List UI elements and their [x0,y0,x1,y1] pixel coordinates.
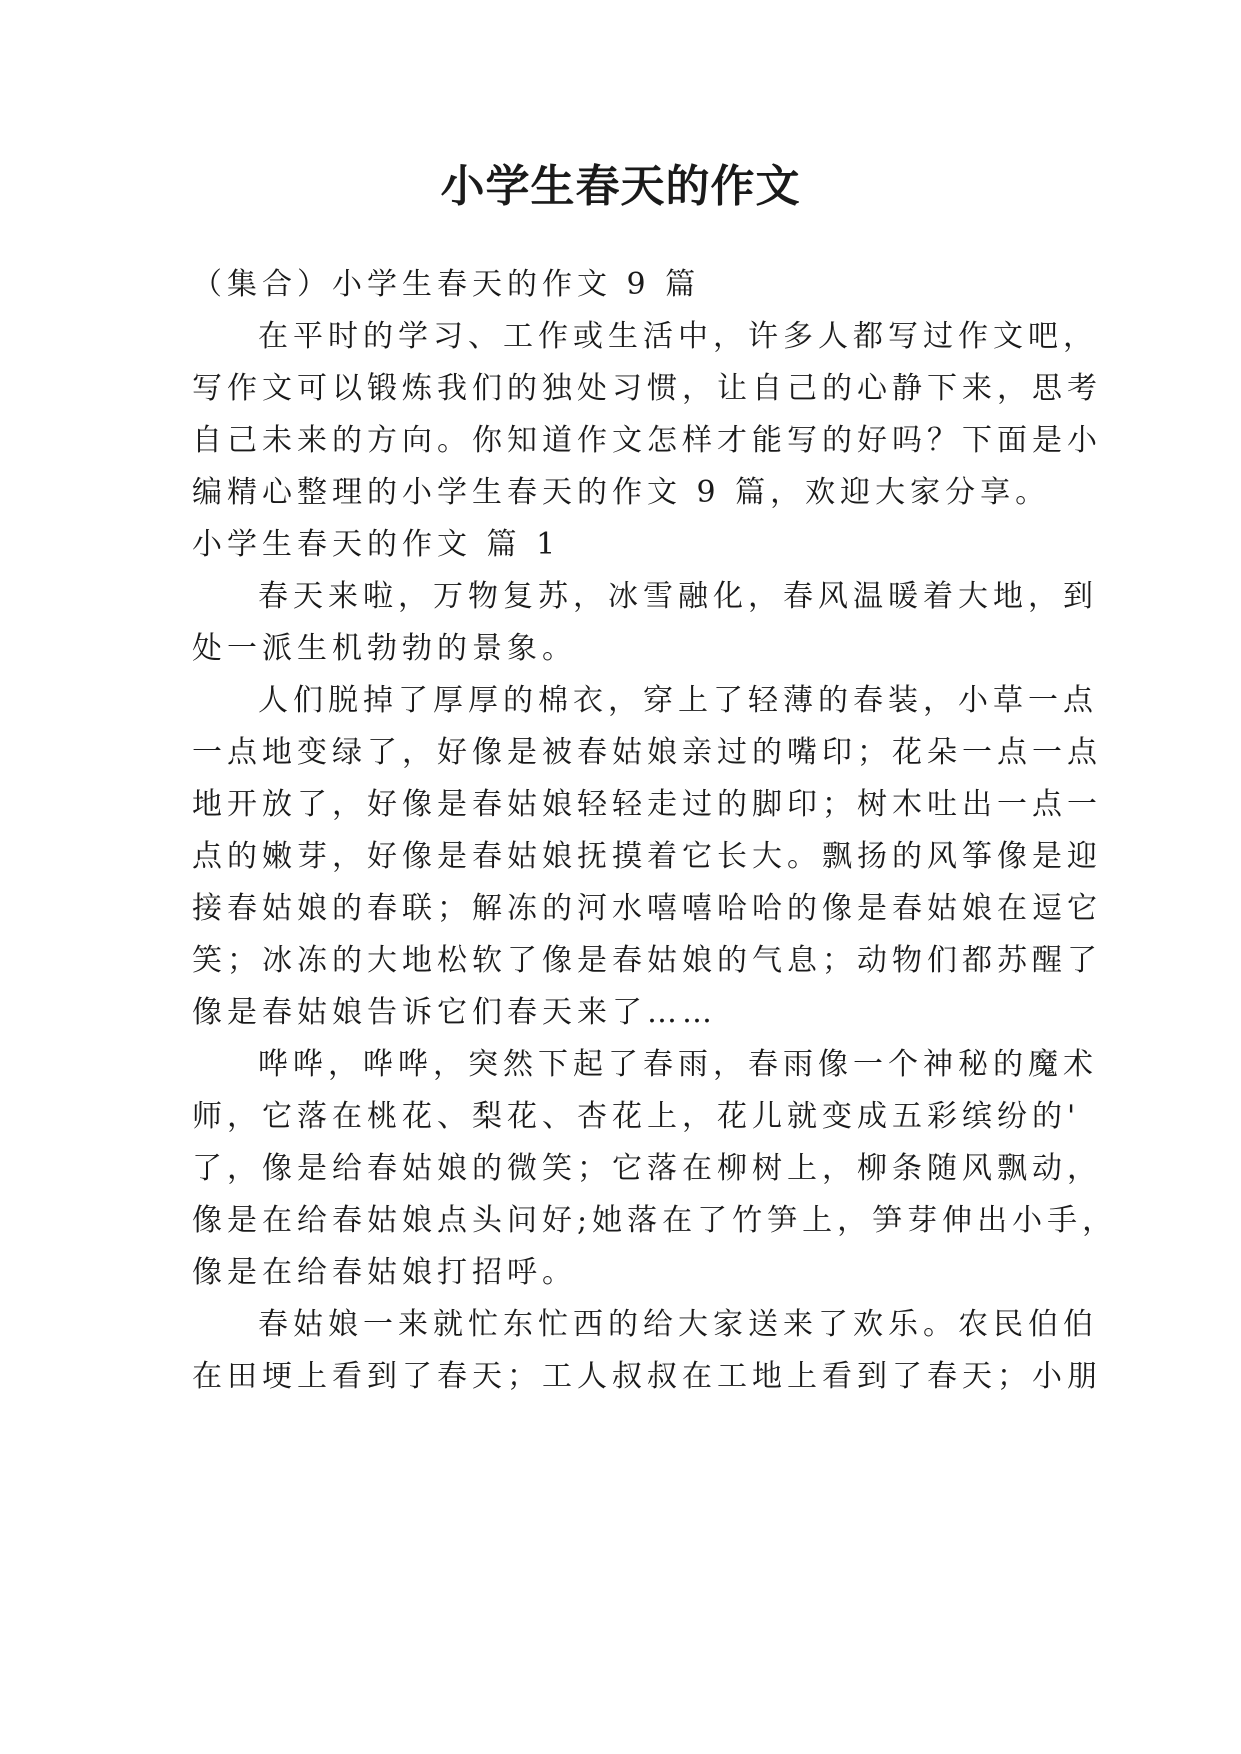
paragraph-line: 自己未来的方向。你知道作文怎样才能写的好吗？下面是小 [192,423,1102,458]
paragraph-line: 接春姑娘的春联；解冻的河水嘻嘻哈哈的像是春姑娘在逗它 [192,891,1102,926]
paragraph-line: 了，像是给春姑娘的微笑；它落在柳树上，柳条随风飘动， [192,1151,1102,1186]
paragraph-line: 处一派生机勃勃的景象。 [192,631,577,666]
subtitle-line: （集合）小学生春天的作文 9 篇 [192,267,701,302]
paragraph-line: 编精心整理的小学生春天的作文 9 篇，欢迎大家分享。 [192,475,1051,510]
paragraph-line: 哗哗，哗哗，突然下起了春雨，春雨像一个神秘的魔术 [258,1047,1098,1082]
paragraph-line: 像是春姑娘告诉它们春天来了…… [192,995,717,1030]
paragraph-line: 师，它落在桃花、梨花、杏花上，花儿就变成五彩缤纷的' [192,1099,1081,1134]
paragraph-line: 春天来啦，万物复苏，冰雪融化，春风温暖着大地，到 [258,579,1098,614]
paragraph-line: 点的嫩芽，好像是春姑娘抚摸着它长大。飘扬的风筝像是迎 [192,839,1102,874]
paragraph-line: 像是在给春姑娘点头问好;她落在了竹笋上，笋芽伸出小手， [192,1203,1118,1238]
paragraph-line: 笑；冰冻的大地松软了像是春姑娘的气息；动物们都苏醒了 [192,943,1102,978]
paragraph-line: 地开放了，好像是春姑娘轻轻走过的脚印；树木吐出一点一 [192,787,1102,822]
paragraph-line: 写作文可以锻炼我们的独处习惯，让自己的心静下来，思考 [192,371,1102,406]
paragraph-line: 春姑娘一来就忙东忙西的给大家送来了欢乐。农民伯伯 [258,1307,1098,1342]
paragraph-line: 像是在给春姑娘打招呼。 [192,1255,577,1290]
section-heading: 小学生春天的作文 篇 1 [192,527,561,562]
page-title: 小学生春天的作文 [440,161,801,212]
paragraph-line: 人们脱掉了厚厚的棉衣，穿上了轻薄的春装，小草一点 [258,683,1098,718]
paragraph-line: 在田埂上看到了春天；工人叔叔在工地上看到了春天；小朋 [192,1359,1102,1394]
paragraph-line: 一点地变绿了，好像是被春姑娘亲过的嘴印；花朵一点一点 [192,735,1102,770]
paragraph-line: 在平时的学习、工作或生活中，许多人都写过作文吧， [258,319,1098,354]
